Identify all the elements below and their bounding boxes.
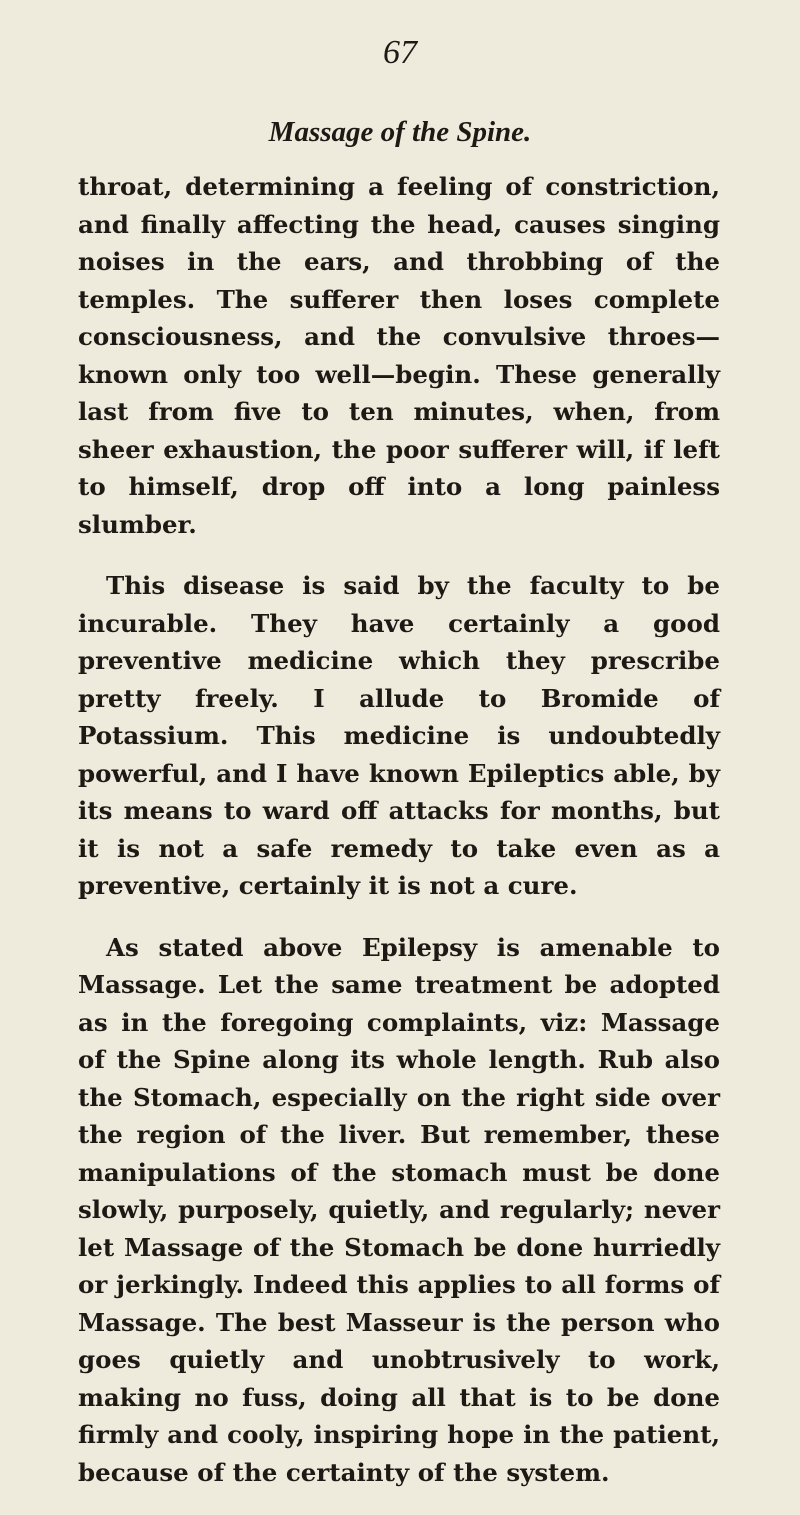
page-number: 67 — [383, 34, 417, 71]
running-head: Massage of the Spine. — [268, 116, 532, 148]
paragraph-3: As stated above Epilepsy is amenable to Massage. Let the same treatment be adopted as in the foregoing complaints, viz: Massage of the Spine along its whole length. Rub also the Stomach, especially on the right side over the region of the liver. But remember, these manipulations of the stomach must be done slowly, purposely, quietly, and regularly; never let Massage of the Stomach be done hurriedly or jerkingly. Indeed this applies to all forms of Massage. The best Masseur is the person who goes quietly and unobtrusively to work, making no fuss, doing all that is to be done firmly and cooly, inspiring hope in the patient, because of the certainty of the system. — [78, 932, 720, 1487]
body-text — [78, 168, 720, 1515]
paragraph-2: This disease is said by the faculty to be incurable. They have certainly a good preventive medicine which they prescribe pretty freely. I allude to Bromide of Potassium. This medicine is undoubtedly powerful, and I have known Epileptics able, by its means to ward off attacks for months, but it is not a safe remedy to take even as a preventive, certainly it is not a cure. — [78, 571, 720, 900]
paragraph-1: throat, determining a feeling of constriction, and finally affecting the head, causes singing noises in the ears, and throbbing of the temples. The sufferer then loses complete consciousness, and the convulsive throes—known only too well—begin. These generally last from five to ten minutes, when, from sheer exhaustion, the poor sufferer will, if left to himself, drop off into a long painless slumber. — [78, 172, 720, 539]
